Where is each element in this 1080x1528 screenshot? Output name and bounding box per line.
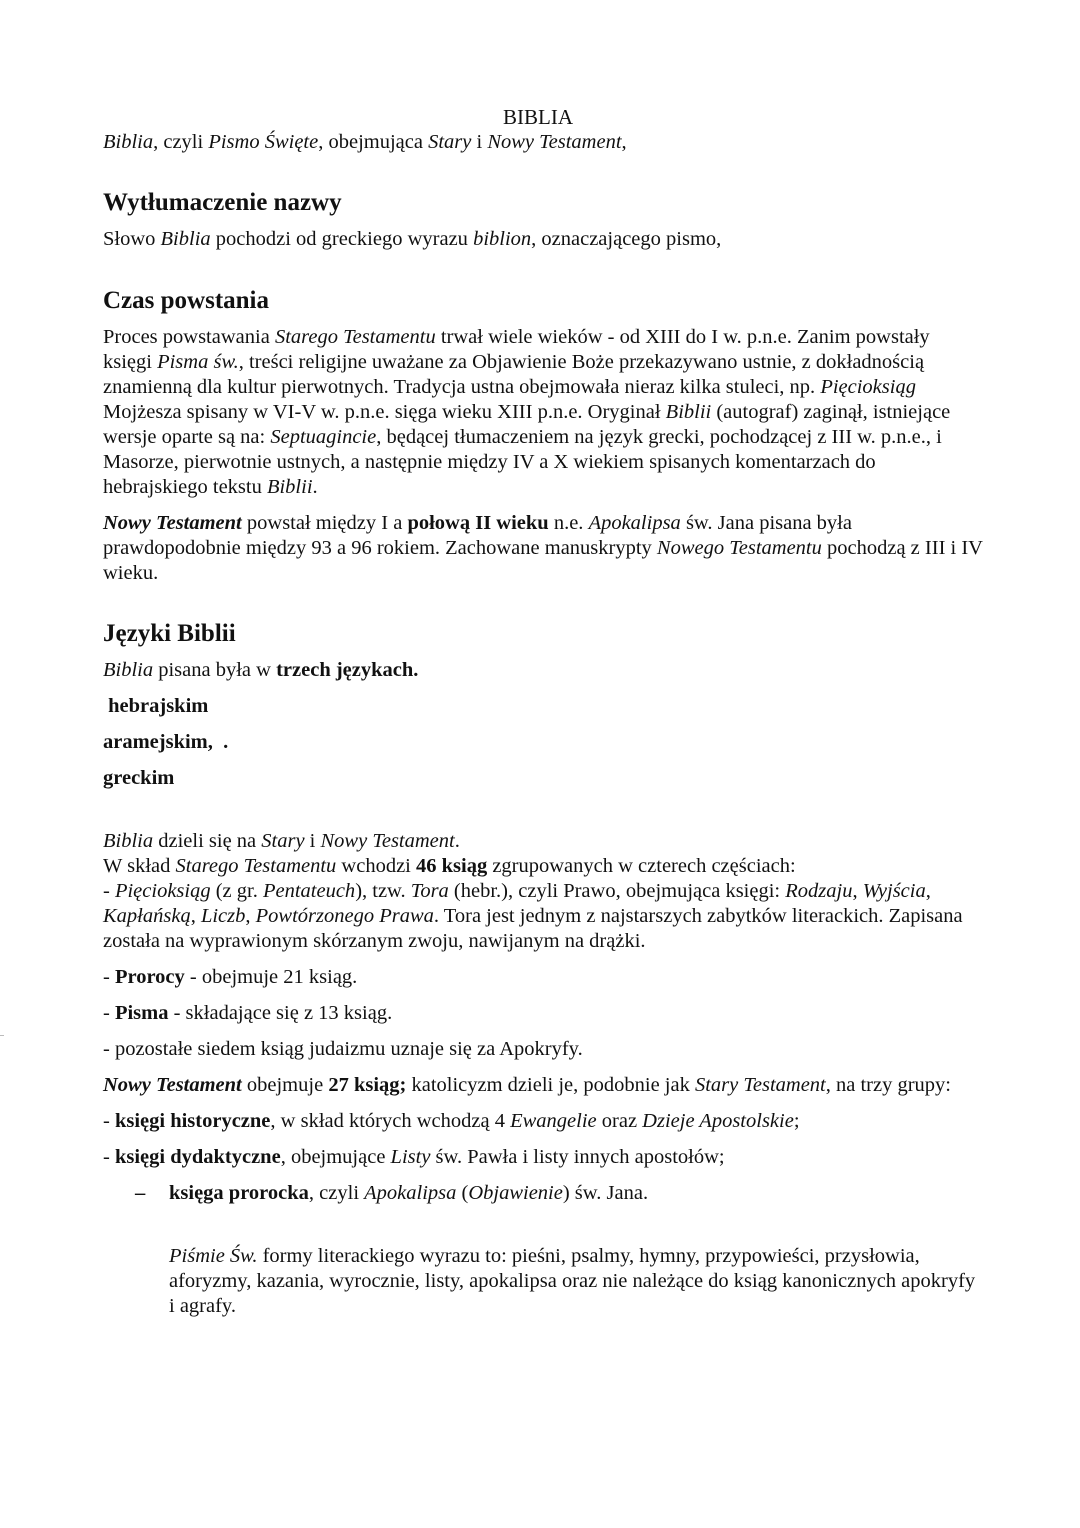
text-span: , oznaczającego pismo, bbox=[531, 228, 722, 250]
text-span: katolicyzm dzieli je, podobnie jak bbox=[406, 1074, 695, 1096]
text-span: , na trzy grupy: bbox=[825, 1074, 952, 1096]
text-span: Prorocy bbox=[114, 966, 185, 988]
text-span: pisana była w bbox=[153, 659, 277, 681]
text-span: , czyli bbox=[308, 1182, 365, 1204]
apokryfy-item bbox=[103, 1037, 983, 1062]
text-span: . bbox=[312, 476, 318, 498]
text-span: , bbox=[190, 905, 201, 927]
text-span: - bbox=[103, 1110, 115, 1132]
text-span: Biblia bbox=[103, 131, 154, 153]
text-span: Pisma św. bbox=[157, 351, 239, 373]
text-span: . Tora jest jednym z najstarszych zabytków literackich. Zapisana została na wyprawionym skórzanym zwoju, nawijanym na drążki. bbox=[103, 905, 963, 952]
text-span: - bbox=[103, 880, 115, 902]
text-span: i bbox=[304, 830, 321, 852]
text-span: Rodzaju bbox=[785, 880, 853, 902]
text-span: pochodzą z III i IV wieku. bbox=[103, 537, 983, 584]
jezyki-paragraph bbox=[103, 658, 983, 683]
text-span: powstał między I a bbox=[241, 512, 408, 534]
language-hebrew bbox=[103, 694, 983, 719]
text-span: - bbox=[103, 1002, 115, 1024]
document-page bbox=[103, 104, 983, 1319]
text-span: Pięcioksiąg bbox=[820, 376, 916, 398]
prorocy-item bbox=[103, 965, 983, 990]
text-span: aramejskim, . bbox=[103, 731, 229, 753]
text-span: Biblia bbox=[103, 659, 154, 681]
text-span: Pisma bbox=[114, 1002, 169, 1024]
text-span: księgi dydaktyczne bbox=[114, 1146, 281, 1168]
text-span: , bbox=[621, 131, 627, 153]
text-span: Biblia bbox=[103, 830, 154, 852]
text-span: ( bbox=[456, 1182, 469, 1204]
nazwa-paragraph bbox=[103, 227, 983, 252]
text-span: , w skład których wchodzą 4 bbox=[270, 1110, 511, 1132]
text-span: Biblii bbox=[266, 476, 313, 498]
text-span: Kapłańską bbox=[103, 905, 191, 927]
text-span: Dzieje Apostolskie bbox=[642, 1110, 794, 1132]
text-span: Nowy Testament bbox=[320, 830, 455, 852]
text-span: ), tzw. bbox=[355, 880, 411, 902]
text-span: , obejmujące bbox=[280, 1146, 391, 1168]
text-span: - składające się z 13 ksiąg. bbox=[168, 1002, 393, 1024]
language-aramaic bbox=[103, 730, 983, 755]
text-span: W skład bbox=[103, 855, 176, 877]
text-span: ; bbox=[793, 1110, 800, 1132]
nt-paragraph bbox=[103, 1073, 983, 1098]
margin-mark bbox=[0, 1035, 4, 1036]
text-span: hebrajskim bbox=[103, 695, 209, 717]
dydaktyczne-item bbox=[103, 1145, 983, 1170]
text-span: Stary bbox=[428, 131, 472, 153]
intro-paragraph bbox=[103, 130, 983, 155]
text-span: Piśmie Św. bbox=[169, 1245, 258, 1267]
pisma-item bbox=[103, 1001, 983, 1026]
text-span: n.e. bbox=[548, 512, 589, 534]
text-span: Biblia bbox=[160, 228, 211, 250]
text-span: św. Jana pisana była prawdopodobnie między 93 a 96 rokiem. Zachowane manuskrypty bbox=[103, 512, 852, 559]
heading-nazwa: Wytłumaczenie nazwy bbox=[103, 189, 342, 216]
text-span: - bbox=[103, 966, 115, 988]
heading-jezyki: Języki Biblii bbox=[103, 620, 236, 647]
text-span: , będącej tłumaczeniem na język grecki, pochodzącej z III w. p.n.e., i Masorze, pierwotnie ustnych, a następnie między IV a X wiekiem spisanych komentarzach do hebrajskiego tekstu bbox=[103, 426, 942, 498]
text-span: biblion bbox=[473, 228, 532, 250]
text-span: Ewangelie bbox=[510, 1110, 597, 1132]
text-span: trzech językach. bbox=[276, 659, 419, 681]
text-span: Nowego Testamentu bbox=[656, 537, 822, 559]
text-span: Nowy Testament bbox=[487, 131, 622, 153]
text-span: Proces powstawania bbox=[103, 326, 275, 348]
text-span: oraz bbox=[596, 1110, 643, 1132]
text-span: św. Pawła i listy innych apostołów; bbox=[430, 1146, 725, 1168]
text-span: Objawienie bbox=[468, 1182, 563, 1204]
text-span: Stary bbox=[261, 830, 305, 852]
text-span: Wyjścia bbox=[862, 880, 926, 902]
historyczne-item bbox=[103, 1109, 983, 1134]
language-greek bbox=[103, 766, 983, 791]
text-span: księgi historyczne bbox=[114, 1110, 271, 1132]
text-span: księga prorocka bbox=[169, 1182, 309, 1204]
text-span: Tora bbox=[410, 880, 449, 902]
text-span: Septuagincie bbox=[270, 426, 377, 448]
text-span: , bbox=[852, 880, 863, 902]
text-span: , czyli bbox=[153, 131, 209, 153]
text-span: Liczb bbox=[200, 905, 246, 927]
text-span: obejmuje bbox=[241, 1074, 329, 1096]
text-span: , treści religijne uważane za Objawienie Boże przekazywano ustnie, z dokładnością znamienną dla kultur pierwotnych. Tradycja ustna obejmowała nieraz kilka stuleci, np. bbox=[103, 351, 925, 398]
text-span: Stary Testament bbox=[694, 1074, 826, 1096]
text-span: połową II wieku bbox=[407, 512, 549, 534]
text-span: Starego Testamentu bbox=[274, 326, 436, 348]
podzial-paragraph-2 bbox=[103, 854, 983, 879]
text-span: Apokalipsa bbox=[588, 512, 681, 534]
text-span: trwał wiele wieków - od XIII do I w. p.n.e. Zanim powstały księgi bbox=[103, 326, 930, 373]
text-span: Biblii bbox=[665, 401, 712, 423]
text-span: - obejmuje 21 ksiąg. bbox=[184, 966, 358, 988]
text-span: , bbox=[245, 905, 256, 927]
text-span: Pięcioksiąg bbox=[114, 880, 211, 902]
text-span: Apokalipsa bbox=[364, 1182, 457, 1204]
text-span: 27 ksiąg; bbox=[328, 1074, 407, 1096]
text-span: . bbox=[454, 830, 460, 852]
text-span: i bbox=[471, 131, 488, 153]
podzial-paragraph-1 bbox=[103, 829, 983, 854]
text-span: Starego Testamentu bbox=[175, 855, 337, 877]
text-span: Mojżesza spisany w VI-V w. p.n.e. sięga wieku XIII p.n.e. Oryginał bbox=[103, 401, 666, 423]
text-span: pochodzi od greckiego wyrazu bbox=[210, 228, 474, 250]
text-span: wchodzi bbox=[336, 855, 416, 877]
text-span: - bbox=[103, 1146, 115, 1168]
text-span: , bbox=[925, 880, 931, 902]
text-span: - pozostałe siedem ksiąg judaizmu uznaje się za Apokryfy. bbox=[103, 1038, 583, 1060]
text-span: Nowy Testament bbox=[103, 512, 242, 534]
formy-paragraph bbox=[103, 1244, 983, 1319]
text-span: Powtórzonego Prawa bbox=[255, 905, 434, 927]
heading-czas: Czas powstania bbox=[103, 287, 269, 314]
text-span: dzieli się na bbox=[153, 830, 262, 852]
text-span: Nowy Testament bbox=[103, 1074, 242, 1096]
text-span: Słowo bbox=[103, 228, 161, 250]
czas-paragraph-2 bbox=[103, 511, 983, 586]
czas-paragraph-1 bbox=[103, 325, 983, 500]
text-span: formy literackiego wyrazu to: pieśni, psalmy, hymny, przypowieści, przysłowia, aforyzmy, kazania, wyrocznie, listy, apokalipsa oraz nie należące do ksiąg kanonicznych apokryfy i agrafy. bbox=[169, 1245, 976, 1317]
text-span: greckim bbox=[103, 767, 175, 789]
text-span: 46 ksiąg bbox=[416, 855, 488, 877]
text-span: (autograf) zaginął, istniejące wersje oparte są na: bbox=[103, 401, 951, 448]
text-span: ) św. Jana. bbox=[562, 1182, 649, 1204]
text-span: , obejmująca bbox=[318, 131, 429, 153]
list-dash: – bbox=[135, 1182, 146, 1204]
text-span: (hebr.), czyli Prawo, obejmująca księgi: bbox=[448, 880, 786, 902]
text-span: Pentateuch bbox=[262, 880, 356, 902]
prorocka-item bbox=[103, 1181, 983, 1206]
pieciksiag-paragraph bbox=[103, 879, 983, 954]
text-span: Listy bbox=[390, 1146, 431, 1168]
text-span: (z gr. bbox=[210, 880, 263, 902]
document-title: BIBLIA bbox=[503, 105, 573, 129]
text-span: zgrupowanych w czterech częściach: bbox=[487, 855, 796, 877]
text-span: Pismo Święte bbox=[208, 131, 319, 153]
